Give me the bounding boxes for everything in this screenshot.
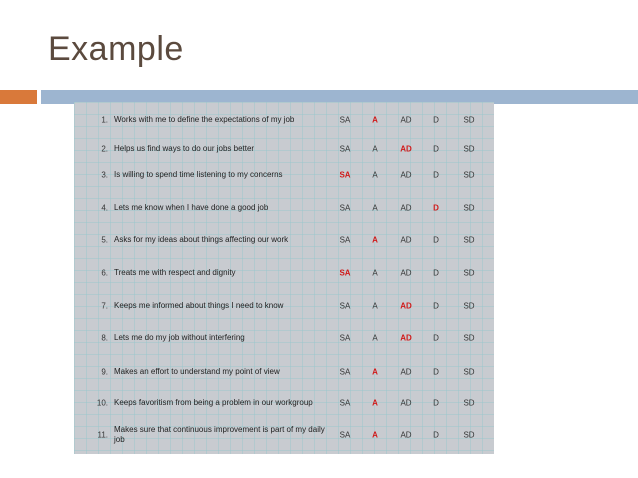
- item-text: Helps us find ways to do our jobs better: [114, 144, 255, 153]
- survey-row: [74, 387, 494, 419]
- rating-option-ad: AD: [400, 398, 412, 408]
- rating-option-ad: AD: [400, 268, 412, 278]
- item-number: 10.: [96, 398, 108, 408]
- rating-option-sd: SD: [463, 235, 475, 245]
- survey-row: [74, 257, 494, 289]
- rating-option-a: A: [372, 170, 378, 180]
- rating-option-d: D: [433, 367, 439, 377]
- rating-option-sd: SD: [463, 301, 475, 311]
- rating-option-d: D: [433, 144, 439, 154]
- rating-option-sd: SD: [463, 203, 475, 213]
- item-number: 5.: [101, 235, 108, 245]
- rating-option-sd: SD: [463, 144, 475, 154]
- rating-option-sa: SA: [339, 301, 351, 311]
- rating-option-ad: AD: [400, 430, 412, 440]
- rating-option-ad: AD: [400, 235, 412, 245]
- rating-option-a: A: [372, 301, 378, 311]
- item-text: Lets me do my job without interfering: [114, 333, 245, 342]
- rating-option-ad: AD: [400, 115, 412, 125]
- rating-option-ad: AD: [400, 367, 412, 377]
- survey-row: [74, 224, 494, 256]
- rating-option-ad: AD: [400, 333, 412, 343]
- item-number: 6.: [101, 268, 108, 278]
- item-text: Keeps favoritism from being a problem in our workgroup: [114, 398, 313, 407]
- rating-option-sd: SD: [463, 115, 475, 125]
- rating-option-ad: AD: [400, 301, 412, 311]
- rating-option-a: A: [372, 268, 378, 278]
- item-text: Lets me know when I have done a good job: [114, 203, 269, 212]
- rating-option-d: D: [433, 301, 439, 311]
- accent-bar-orange: [0, 90, 37, 104]
- rating-option-sd: SD: [463, 367, 475, 377]
- rating-option-d: D: [433, 115, 439, 125]
- survey-row: [74, 419, 494, 451]
- rating-option-a: A: [372, 203, 378, 213]
- rating-option-sa: SA: [339, 115, 351, 125]
- rating-option-sa: SA: [339, 144, 351, 154]
- rating-option-sd: SD: [463, 430, 475, 440]
- item-text: Keeps me informed about things I need to know: [114, 301, 284, 310]
- item-text: Asks for my ideas about things affecting our work: [114, 235, 289, 244]
- rating-option-a: A: [372, 235, 378, 245]
- survey-row: [74, 104, 494, 136]
- survey-row: [74, 356, 494, 388]
- item-number: 11.: [97, 430, 108, 440]
- rating-option-ad: AD: [400, 144, 412, 154]
- item-number: 7.: [101, 301, 108, 311]
- rating-option-a: A: [372, 367, 378, 377]
- rating-option-ad: AD: [400, 170, 412, 180]
- item-number: 2.: [101, 144, 108, 154]
- rating-option-d: D: [433, 333, 439, 343]
- rating-option-sa: SA: [339, 367, 351, 377]
- rating-option-sa: SA: [339, 235, 351, 245]
- rating-option-ad: AD: [400, 203, 412, 213]
- rating-option-d: D: [433, 268, 439, 278]
- rating-option-sd: SD: [463, 268, 475, 278]
- rating-option-a: A: [372, 398, 378, 408]
- rating-option-sd: SD: [463, 398, 475, 408]
- rating-option-sa: SA: [339, 203, 351, 213]
- rating-option-sa: SA: [339, 268, 351, 278]
- survey-row: [74, 159, 494, 191]
- rating-option-d: D: [433, 170, 439, 180]
- item-text: Makes an effort to understand my point of view: [114, 367, 280, 376]
- rating-option-a: A: [372, 144, 378, 154]
- item-number: 1.: [101, 115, 108, 125]
- item-text: Is willing to spend time listening to my concerns: [114, 170, 283, 179]
- rating-option-sa: SA: [339, 170, 351, 180]
- rating-option-sa: SA: [339, 430, 351, 440]
- rating-option-a: A: [372, 115, 378, 125]
- item-text: Works with me to define the expectations of my job: [114, 115, 295, 124]
- rating-option-d: D: [433, 203, 439, 213]
- item-number: 3.: [101, 170, 108, 180]
- survey-row: [74, 322, 494, 354]
- survey-table: [74, 102, 494, 454]
- rating-option-a: A: [372, 333, 378, 343]
- rating-option-sd: SD: [463, 170, 475, 180]
- item-number: 8.: [101, 333, 108, 343]
- slide-title: Example: [48, 30, 184, 68]
- item-number: 9.: [101, 367, 108, 377]
- rating-option-a: A: [372, 430, 378, 440]
- survey-row: [74, 192, 494, 224]
- item-text: Treats me with respect and dignity: [114, 268, 236, 277]
- rating-option-sd: SD: [463, 333, 475, 343]
- rating-option-d: D: [433, 235, 439, 245]
- rating-option-sa: SA: [339, 333, 351, 343]
- item-number: 4.: [101, 203, 108, 213]
- rating-option-d: D: [433, 430, 439, 440]
- item-text: Makes sure that continuous improvement is part of my daily job: [114, 425, 325, 444]
- rating-option-sa: SA: [339, 398, 351, 408]
- survey-row: [74, 290, 494, 322]
- rating-option-d: D: [433, 398, 439, 408]
